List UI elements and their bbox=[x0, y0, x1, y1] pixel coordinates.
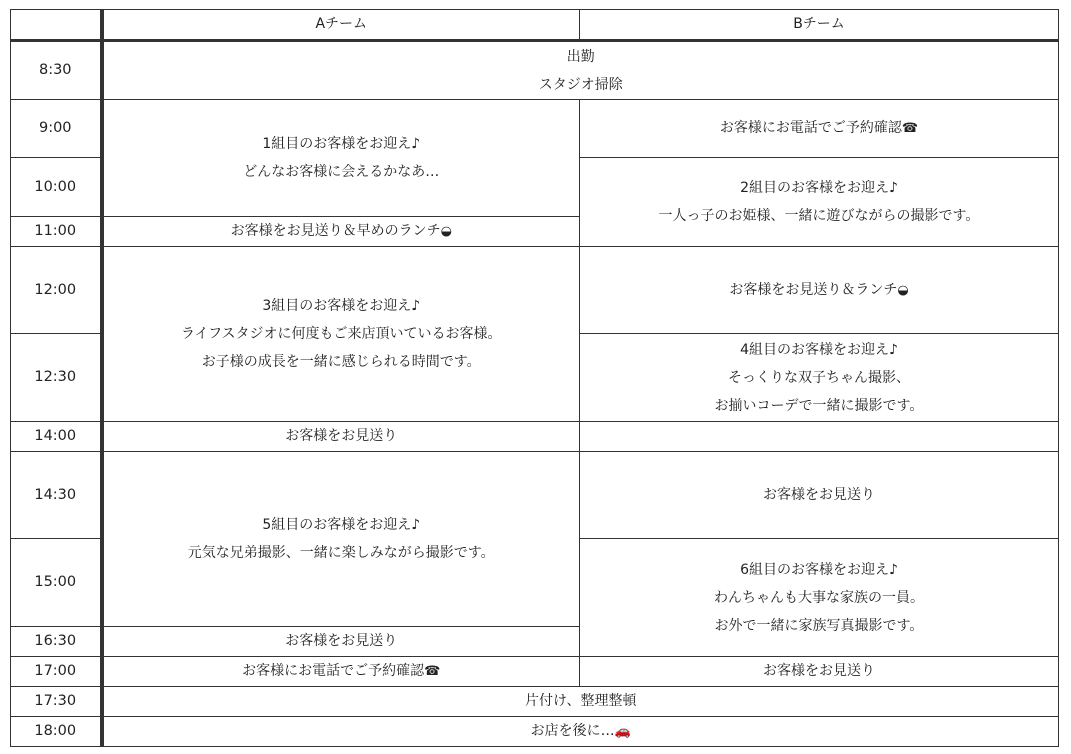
shared-activity-0830 bbox=[102, 41, 1059, 100]
team-a-activity-1700 bbox=[102, 657, 580, 687]
header-row bbox=[11, 10, 1059, 41]
activity-text: お客様にお電話でご予約確認 bbox=[242, 663, 425, 679]
team-b-activity-1500 bbox=[580, 539, 1059, 657]
team-b-activity-1230 bbox=[580, 334, 1059, 422]
rice-bowl-icon: ◒ bbox=[440, 224, 452, 239]
row-1430 bbox=[11, 452, 1059, 539]
activity-line: 出勤 bbox=[566, 48, 595, 65]
time-cell: 14:00 bbox=[11, 422, 102, 452]
row-1700 bbox=[11, 657, 1059, 687]
time-cell: 12:30 bbox=[11, 334, 102, 422]
team-b-activity-0900 bbox=[580, 100, 1059, 158]
time-cell: 9:00 bbox=[11, 100, 102, 158]
rice-bowl-icon: ◒ bbox=[897, 282, 909, 298]
team-b-activity-1400 bbox=[580, 422, 1059, 452]
row-1400 bbox=[11, 422, 1059, 452]
activity-line: 2組目のお客様をお迎え♪ bbox=[740, 180, 898, 196]
time-cell: 15:00 bbox=[11, 539, 102, 627]
row-0830 bbox=[11, 41, 1059, 100]
time-cell: 10:00 bbox=[11, 158, 102, 217]
team-b-activity-1000 bbox=[580, 158, 1059, 247]
activity-text: お客様をお見送り＆早めのランチ bbox=[230, 223, 441, 239]
activity-line: スタジオ掃除 bbox=[538, 76, 623, 93]
activity-line: わんちゃんも大事な家族の一員。 bbox=[714, 589, 924, 606]
time-cell: 16:30 bbox=[11, 627, 102, 657]
activity-line: 5組目のお客様をお迎え♪ bbox=[262, 517, 421, 533]
activity-line: そっくりな双子ちゃん撮影、 bbox=[728, 369, 910, 386]
team-a-activity-1100 bbox=[102, 217, 580, 247]
car-icon: 🚗 bbox=[614, 724, 631, 739]
team-a-activity-1630: お客様をお見送り bbox=[102, 627, 580, 657]
activity-text: お客様にお電話でご予約確認 bbox=[719, 120, 902, 136]
activity-line: 一人っ子のお姫様、一緒に遊びながらの撮影です。 bbox=[658, 208, 980, 224]
team-a-activity-1200 bbox=[102, 247, 580, 422]
activity-line: どんなお客様に会えるかなあ… bbox=[243, 164, 440, 180]
time-cell: 12:00 bbox=[11, 247, 102, 334]
team-b-activity-1200 bbox=[580, 247, 1059, 334]
time-cell: 14:30 bbox=[11, 452, 102, 539]
activity-line: お揃いコーデで一緒に撮影です。 bbox=[714, 397, 924, 414]
time-cell: 11:00 bbox=[11, 217, 102, 247]
activity-line: 1組目のお客様をお迎え♪ bbox=[262, 136, 421, 152]
phone-icon: ☎ bbox=[901, 121, 919, 136]
time-cell: 17:00 bbox=[11, 657, 102, 687]
phone-icon: ☎ bbox=[424, 664, 441, 679]
activity-line: 元気な兄弟撮影、一緒に楽しみながら撮影です。 bbox=[187, 545, 495, 561]
row-1730 bbox=[11, 687, 1059, 717]
team-b-activity-1700: お客様をお見送り bbox=[580, 657, 1059, 687]
team-a-activity-1430 bbox=[102, 452, 580, 627]
activity-line: ライフスタジオに何度もご来店頂いているお客様。 bbox=[180, 326, 502, 342]
time-cell: 8:30 bbox=[11, 41, 102, 100]
team-a-activity-1400: お客様をお見送り bbox=[102, 422, 580, 452]
time-cell: 18:00 bbox=[11, 717, 102, 747]
activity-line: お外で一緒に家族写真撮影です。 bbox=[714, 617, 924, 634]
team-a-activity-0900 bbox=[102, 100, 580, 217]
row-1800 bbox=[11, 717, 1059, 747]
activity-text: お客様をお見送り＆ランチ bbox=[729, 281, 898, 298]
activity-line: お子様の成長を一緒に感じられる時間です。 bbox=[201, 354, 481, 370]
shared-activity-1730: 片付け、整理整頓 bbox=[102, 687, 1059, 717]
activity-text: お店を後に… bbox=[530, 723, 615, 739]
row-1200 bbox=[11, 247, 1059, 334]
header-corner-cell bbox=[11, 10, 102, 41]
activity-line: 6組目のお客様をお迎え♪ bbox=[740, 561, 898, 578]
activity-line: 4組目のお客様をお迎え♪ bbox=[740, 341, 898, 358]
time-cell: 17:30 bbox=[11, 687, 102, 717]
activity-line: 3組目のお客様をお迎え♪ bbox=[262, 298, 421, 314]
team-b-activity-1430: お客様をお見送り bbox=[580, 452, 1059, 539]
shared-activity-1800 bbox=[102, 717, 1059, 747]
schedule-table bbox=[10, 9, 1059, 747]
team-a-header: Aチーム bbox=[102, 10, 580, 41]
row-0900 bbox=[11, 100, 1059, 158]
team-b-header: Bチーム bbox=[580, 10, 1059, 41]
